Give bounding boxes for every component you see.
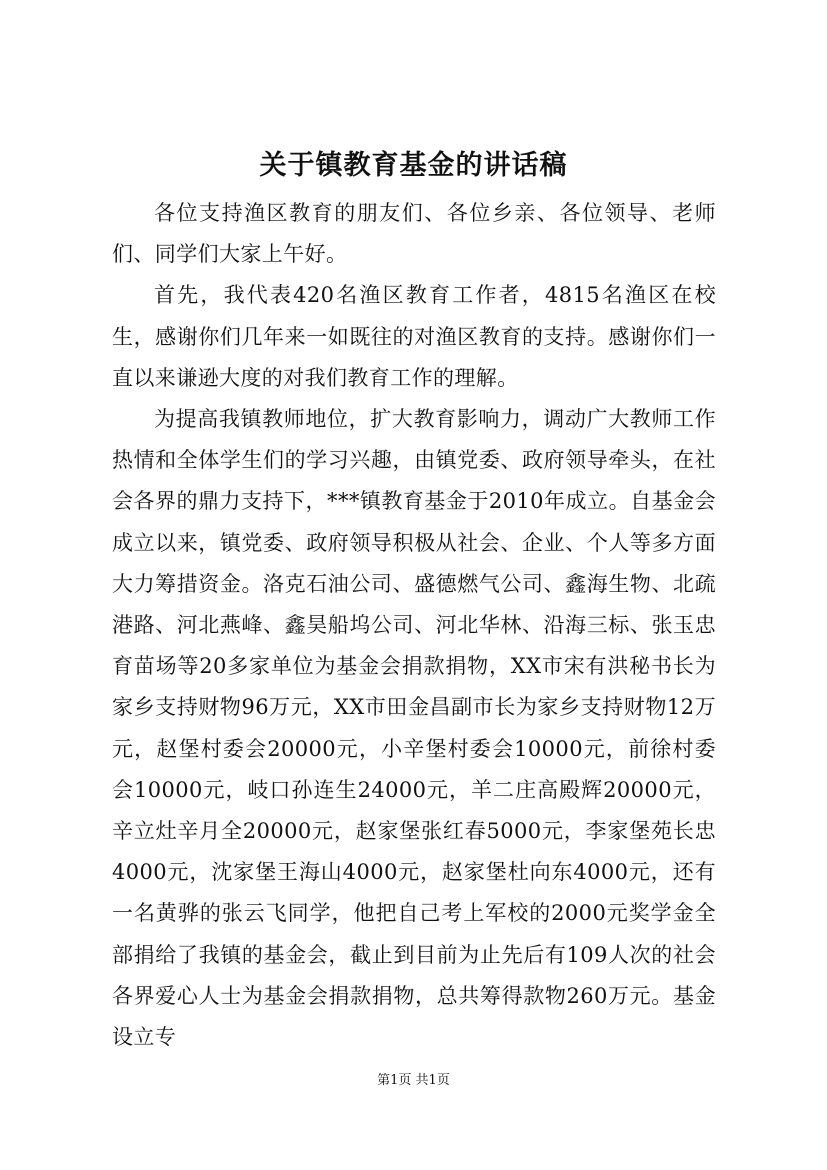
paragraph-fund-history: 为提高我镇教师地位，扩大教育影响力，调动广大教师工作热情和全体学生们的学习兴趣，由镇党委、政府领导牵头，在社会各界的鼎力支持下，***镇教育基金于2010年成立。自基金会成立以来，镇党委、政府领导积极从社会、企业、个人等多方面大力筹措资金。洛克石油公司、盛德燃气公司、鑫海生物、北疏港路、河北燕峰、鑫昊船坞公司、河北华林、沿海三标、张玉忠育苗场等20多家单位为基金会捐款捐物，XX市宋有洪秘书长为家乡支持财物96万元，XX市田金昌副市长为家乡支持财物12万元，赵堡村委会20000元，小辛堡村委会10000元，前徐村委会10000元，岐口孙连生24000元，羊二庄高殿辉20000元，辛立灶辛月全20000元，赵家堡张红春5000元，李家堡苑长忠4000元，沈家堡王海山4000元，赵家堡杜向东4000元，还有一名黄骅的张云飞同学，他把自己考上军校的2000元奖学金全部捐给了我镇的基金会，截止到目前为止先后有109人次的社会各界爱心人士为基金会捐款捐物，总共筹得款物260万元。基金设立专 <box>112 407 716 1050</box>
page-footer <box>0 1072 827 1090</box>
document-title: 关于镇教育基金的讲话稿 <box>259 150 568 181</box>
paragraph-greeting: 各位支持渔区教育的朋友们、各位乡亲、各位领导、老师们、同学们大家上午好。 <box>112 201 716 267</box>
page-number-label: 第1页 共1页 <box>377 1073 450 1088</box>
document-body <box>112 193 716 1058</box>
paragraph-thanks: 首先，我代表420名渔区教育工作者，4815名渔区在校生，感谢你们几年来一如既往的对渔区教育的支持。感谢你们一直以来谦逊大度的对我们教育工作的理解。 <box>112 283 716 390</box>
